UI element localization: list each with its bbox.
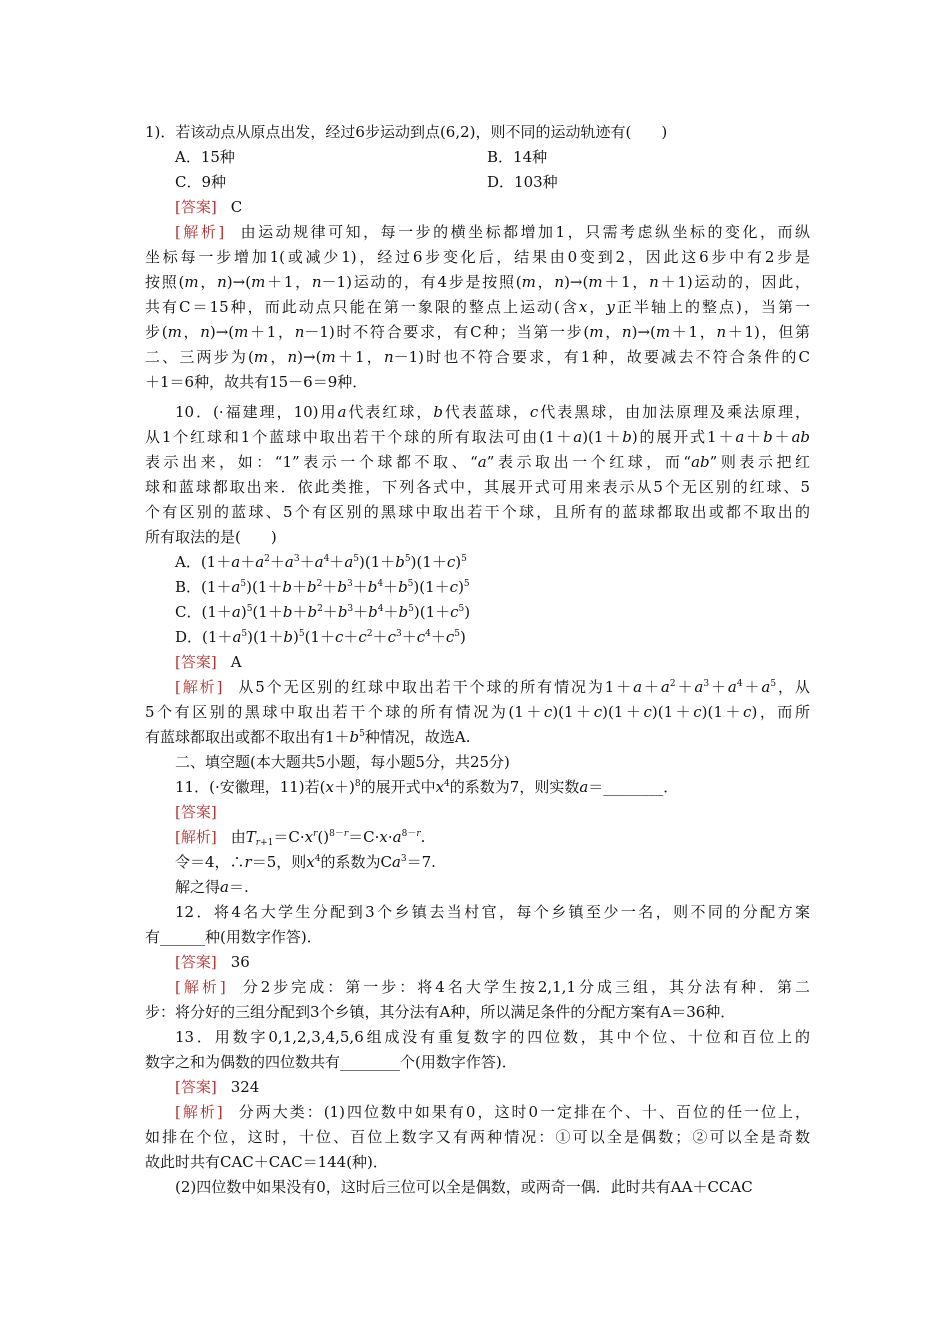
q12-analysis-text: 步：将分好的三组分配到3个乡镇，其分法有A种，所以满足条件的分配方案有A＝36种． (145, 1003, 736, 1021)
q10-analysis-text: 5个有区别的黑球中取出若干个球的所有情况为(1＋c)(1＋c)(1＋c)(1＋c)(1＋c)，而所 (145, 703, 810, 721)
analysis-tag: [解析] (175, 828, 217, 846)
q10-answer: A (230, 653, 242, 671)
q10-stem: 从1个红球和1个蓝球中取出若干个球的所有取法可由(1＋a)(1＋b)的展开式1＋a＋b＋ab (145, 428, 810, 446)
q10-option-d: D．$(1+a^5)(1+b)^5(1+c+c^2+c^3+c^4+c^5)$ (175, 628, 466, 646)
q13-analysis-text: (2)四位数中如果没有0，这时后三位可以全是偶数，或两奇一偶．此时共有AA＋CCAC (175, 1178, 753, 1196)
q11-analysis-text: 解之得a＝. (175, 878, 249, 896)
q9-answer-line (175, 197, 810, 217)
q13-analysis-text: 如排在个位，这时，十位、百位上数字又有两种情况：①可以全是偶数；②可以全是奇数 (145, 1128, 810, 1146)
q10-analysis-text: 有蓝球都取出或都不取出有$1+b^5$种情况，故选A. (145, 728, 471, 746)
q9-analysis-text: 坐标每一步增加1(或减少1)，经过6步变化后，结果由0变到2，因此这6步中有2步是 (145, 248, 810, 266)
q12-stem: 有______种(用数字作答)． (145, 928, 322, 946)
q10-option-b: B．$(1+a^5)(1+b+b^2+b^3+b^4+b^5)(1+c)^5$ (175, 578, 470, 596)
q9-option-d: D．103种 (487, 173, 558, 191)
analysis-tag: [解析] (175, 978, 226, 996)
q10-analysis-line: [解析] 从5个无区别的红球中取出若干个球的所有情况为$1+a+a^2+a^3+a^4+a^5$，从 (175, 678, 810, 696)
answer-tag: [答案] (175, 653, 217, 671)
q9-analysis-text: ＋1＝6种，故共有15－6＝9种． (145, 373, 368, 391)
q13-analysis-text: 故此时共有CAC＋CAC＝144(种)． (145, 1153, 388, 1171)
q9-option-b: B．14种 (487, 148, 548, 166)
q12-answer: 36 (230, 953, 250, 971)
q12-answer-line (175, 952, 810, 972)
answer-tag: [答案] (175, 1078, 217, 1096)
q10-stem: 10．(·福建理，10)用a代表红球，b代表蓝球，c代表黑球，由加法原理及乘法原理， (175, 403, 810, 421)
analysis-tag: [解析] (175, 1103, 223, 1121)
q12-analysis-line (175, 977, 810, 997)
q9-analysis-text: 二、三两步为(m，n)→(m＋1，n－1)时也不符合要求，有1种，故要减去不符合条件的C (145, 348, 810, 366)
q13-stem: 数字之和为偶数的四位数共有________个(用数字作答)． (145, 1053, 517, 1071)
q13-analysis-text: 分两大类：(1)四位数中如果有0，这时0一定排在个、十、百位的任一位上， (236, 1103, 810, 1121)
q10-option-a: A．$(1+a+a^2+a^3+a^4+a^5)(1+b^5)(1+c)^5$ (175, 553, 467, 571)
analysis-tag: [解析] (175, 223, 225, 241)
q11-answer-line (175, 802, 810, 822)
q13-stem: 13．用数字0,1,2,3,4,5,6组成没有重复数字的四位数，其中个位、十位和百位上的 (175, 1028, 810, 1046)
section-heading: 二、填空题(本大题共5小题，每小题5分，共25分) (175, 753, 510, 771)
q12-stem: 12．将4名大学生分配到3个乡镇去当村官，每个乡镇至少一名，则不同的分配方案 (175, 903, 810, 921)
q13-analysis-line (175, 1102, 810, 1122)
q9-answer: C (230, 198, 243, 216)
q10-stem: 所有取法的是( ) (145, 528, 277, 546)
q9-option-c: C．9种 (175, 173, 227, 191)
q10-stem: 表示出来，如：“1”表示一个球都不取、“a”表示取出一个红球，而“ab”则表示把红 (145, 453, 810, 471)
q9-analysis-text: 按照(m，n)→(m＋1，n－1)运动的，有4步是按照(m，n)→(m＋1，n＋1)运动的，因此， (145, 273, 810, 291)
answer-tag: [答案] (175, 198, 217, 216)
q9-stem: 1)．若该动点从原点出发，经过6步运动到点(6,2)，则不同的运动轨迹有( ) (145, 123, 668, 141)
answer-tag: [答案] (175, 803, 217, 821)
q9-analysis-text: 共有C＝15种，而此动点只能在第一象限的整点上运动(含x，y正半轴上的整点)，当第一 (145, 298, 810, 316)
q9-analysis-text: 由运动规律可知，每一步的横坐标都增加1，只需考虑纵坐标的变化，而纵 (238, 223, 810, 241)
answer-tag: [答案] (175, 953, 217, 971)
q10-stem: 个有区别的蓝球、5个有区别的黑球中取出若干个球，且所有的蓝球都取出或都不取出的 (145, 503, 810, 521)
q12-analysis-text: 分2步完成：第一步：将4名大学生按2,1,1分成三组，其分法有种．第二 (239, 978, 810, 996)
q13-answer: 324 (230, 1078, 260, 1096)
q10-option-c: C．$(1+a)^5(1+b+b^2+b^3+b^4+b^5)(1+c^5)$ (175, 603, 471, 621)
q11-stem: 11．(·安徽理，11)若$(x+)^8$的展开式中$x^4$的系数为7，则实数a＝________． (175, 778, 679, 796)
q9-option-a: A．15种 (175, 148, 235, 166)
q9-analysis-text: 步(m，n)→(m＋1，n－1)时不符合要求，有C种；当第一步(m，n)→(m＋1，n＋1)，但第 (145, 323, 810, 341)
q11-analysis-text: 令＝4，∴r＝5，则$x^4$的系数为$Ca^3=7$. (175, 853, 436, 871)
q11-analysis-line: [解析] 由$T_{r+1}=C\cdot x^r()^{8-r}=C\cdot x\cdot a^{8-r}$. (175, 828, 426, 847)
q10-answer-line (175, 652, 810, 672)
q10-stem: 球和蓝球都取出来．依此类推，下列各式中，其展开式可用来表示从5个无区别的红球、5 (145, 478, 810, 496)
analysis-tag: [解析] (175, 678, 223, 696)
q13-answer-line (175, 1077, 810, 1097)
q9-analysis-line (175, 222, 810, 242)
